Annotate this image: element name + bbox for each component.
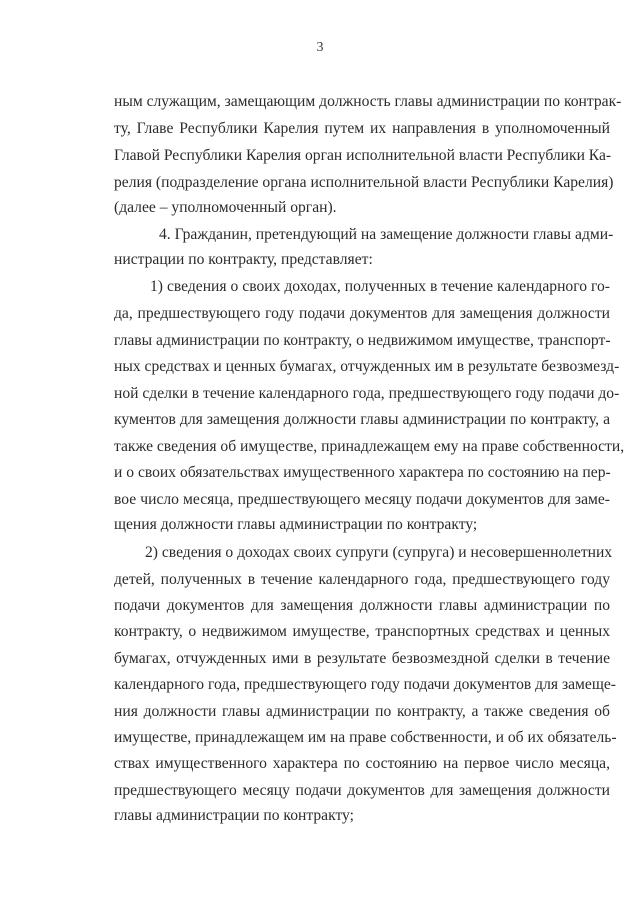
text-line: детей, полученных в течение календарного года, предшествующего году xyxy=(114,571,610,588)
text-line: имуществе, принадлежащем им на праве собственности, и об их обязатель- xyxy=(114,729,617,746)
text-line: и о своих обязательствах имущественного характера по состоянию на пер- xyxy=(114,464,611,481)
list-item-1-start: 1) сведения о своих доходах, полученных в течение календарного го- xyxy=(150,278,610,295)
text-line: календарного года, предшествующего году подачи документов для замеще- xyxy=(114,676,616,693)
text-line: щения должности главы администрации по контракту; xyxy=(114,516,478,533)
text-line: также сведения об имуществе, принадлежащем ему на праве собственности, xyxy=(114,438,625,455)
list-item-2-start: 2) сведения о доходах своих супруги (супруга) и несовершеннолетних xyxy=(145,544,613,561)
text-line: Главой Республики Карелия орган исполнительной власти Республики Ка- xyxy=(114,147,612,164)
text-line: (далее – уполномоченный орган). xyxy=(114,199,337,216)
text-line: подачи документов для замещения должности главы администрации по xyxy=(114,597,610,614)
text-line: релия (подразделение органа исполнительной власти Республики Карелия) xyxy=(114,174,614,191)
text-line: ствах имущественного характера по состоянию на первое число месяца, xyxy=(114,755,610,772)
text-line: главы администрации по контракту; xyxy=(114,807,354,824)
text-line: вое число месяца, предшествующего месяцу подачи документов для заме- xyxy=(114,491,610,508)
text-line: ных средствах и ценных бумагах, отчужденных им в результате безвозмезд- xyxy=(114,358,620,375)
text-line: ту, Главе Республики Карелия путем их направления в уполномоченный xyxy=(114,120,610,137)
text-line: кументов для замещения должности главы администрации по контракту, а xyxy=(114,411,610,428)
text-line: бумагах, отчужденных ими в результате безвозмездной сделки в течение xyxy=(114,650,610,667)
text-line: да, предшествующего году подачи документов для замещения должности xyxy=(114,305,610,322)
page-number: 3 xyxy=(316,40,324,55)
text-line: контракту, о недвижимом имуществе, транспортных средствах и ценных xyxy=(114,623,610,640)
text-line: главы администрации по контракту, о недвижимом имуществе, транспорт- xyxy=(114,332,611,349)
text-line: нистрации по контракту, представляет: xyxy=(114,251,373,268)
text-line: предшествующего месяцу подачи документов для замещения должности xyxy=(114,782,610,799)
paragraph-start: 4. Гражданин, претендующий на замещение должности главы адми- xyxy=(159,226,614,243)
text-line: ной сделки в течение календарного года, предшествующего году подачи до- xyxy=(114,385,620,402)
text-line: ния должности главы администрации по контракту, а также сведения об xyxy=(114,703,610,720)
text-line: ным служащим, замещающим должность главы администрации по контрак- xyxy=(114,93,622,110)
